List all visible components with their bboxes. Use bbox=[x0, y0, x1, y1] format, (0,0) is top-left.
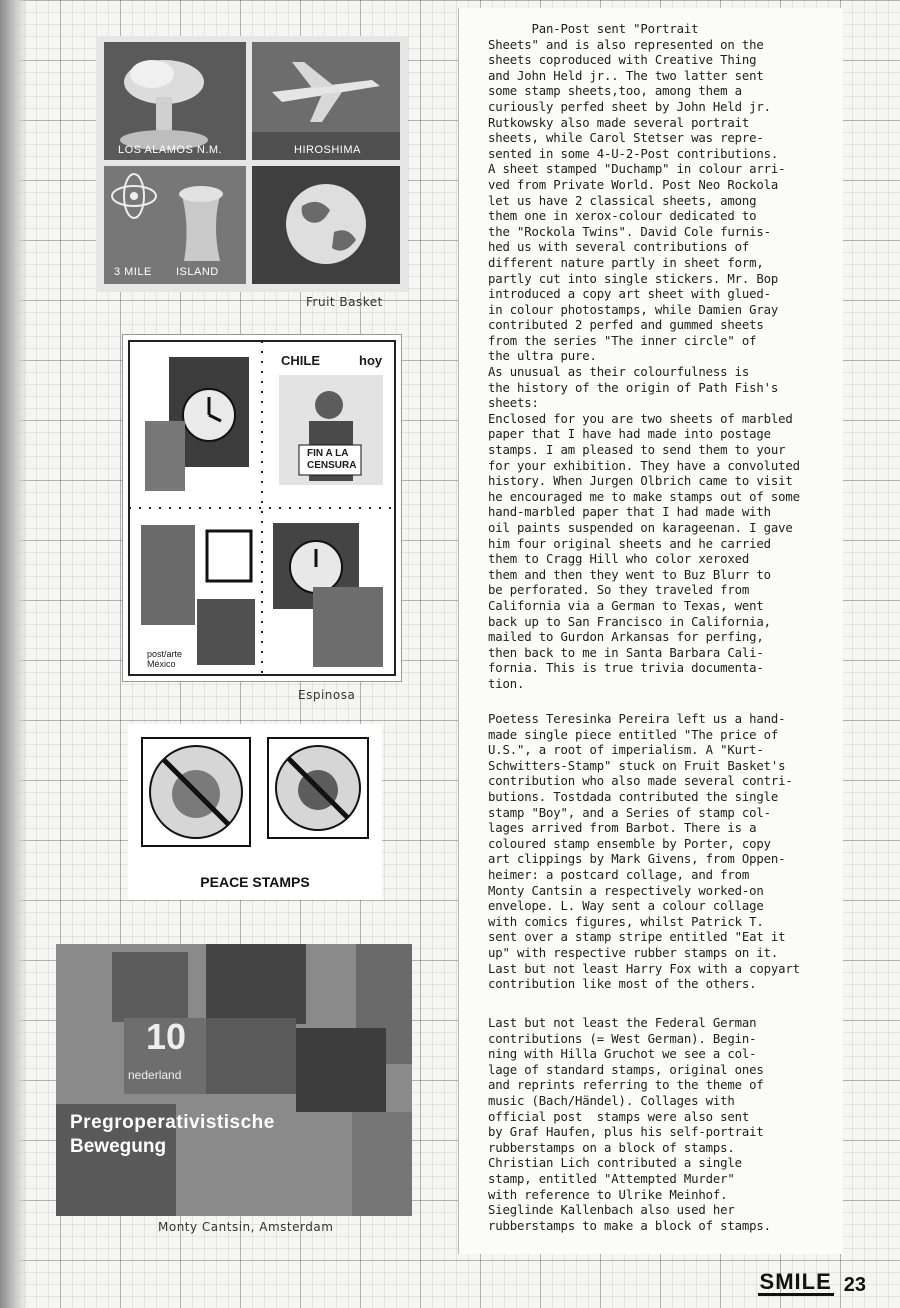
mushroom-cloud-icon bbox=[104, 42, 246, 160]
globe-icon bbox=[252, 166, 400, 284]
perforated-stamp-grid-icon bbox=[123, 335, 401, 681]
stamp-collage-icon bbox=[56, 944, 412, 1216]
page-number: 23 bbox=[843, 1274, 866, 1296]
monty-cantsin-caption: Monty Cantsin, Amsterdam bbox=[158, 1220, 334, 1234]
island-label: ISLAND bbox=[176, 266, 219, 278]
three-mile-island-stamp bbox=[104, 166, 246, 284]
hiroshima-label: HIROSHIMA bbox=[294, 144, 361, 156]
pregroperativistische-label: Pregroperativistische bbox=[70, 1112, 275, 1133]
censura-label: CENSURA bbox=[307, 460, 357, 471]
fin-a-la-label: FIN A LA bbox=[307, 448, 349, 459]
peace-stamps-title: PEACE STAMPS bbox=[200, 874, 310, 890]
espinosa-caption: Espinosa bbox=[298, 688, 356, 702]
hoy-label: hoy bbox=[359, 353, 383, 368]
page-binding-shadow bbox=[0, 0, 28, 1308]
airplane-icon bbox=[252, 42, 400, 160]
three-mile-label: 3 MILE bbox=[114, 266, 152, 278]
article-paragraph-2: Poetess Teresinka Pereira left us a hand- made single piece entitled "The price of U.S.", a root of imperialism. A "Kurt- Schwitters-Stamp" stuck on Fruit Basket's contribution who also made several contri- butions. Tostdada contributed the single stamp "Boy", and a Series of stamp col- lages arrived from Barbot. There is a coloured stamp ensemble by Porter, copy art clippings by Mark Givens, from Oppen- heimer: a postcard collage, and from Monty Cantsin a respectively worked-on envelope. L. Way sent a colour collage with comics figures, whilst Patrick T. sent over a stamp stripe entitled "Eat it up" with respective rubber stamps on it. Last but not least Harry Fox with a copyart contribution like most of the others. bbox=[488, 712, 800, 992]
fruit-basket-caption: Fruit Basket bbox=[306, 295, 383, 309]
article-paragraph-1: Pan-Post sent "Portrait Sheets" and is also represented on the sheets coproduced with Creative Thing and John Held jr.. The two latter sent some stamp sheets,too, among them a curiously perfed sheet by John Held jr. Rutkowsky also made several portrait sheets, while Carol Stetser was repre- sented in some 4-U-2-Post contributions. A sheet stamped "Duchamp" in colour arri- ved from Private World. Post Neo Rockola let us have 2 classical sheets, among them one in xerox-colour dedicated to the "Rockola Twins". David Cole furnis- hed us with several contributions of different nature partly in sheet form, partly cut into single stickers. Mr. Bop introduced a copy art sheet with glued- in colour photostamps, while Damien Gray contributed 2 perfed and gummed sheets from the series "The inner circle" of the ultra pure. As unusual as their colourfulness is the history of the origin of Path Fish's sheets: Enclosed for you are two sheets of marbled paper that I have had made into postage stamps. I am pleased to send them to your for your exhibition. They have a convoluted history. When Jurgen Olbrich came to visit he encouraged me to make stamps out of some hand-marbled paper that I had made with oil paints suspended on karageenan. I gave him four original sheets and he carried them to Cragg Hill who color xeroxed them and then they went to Buz Blurr to be perforated. So they traveled from California via a German to Texas, went back up to San Francisco in California, mailed to Gurdon Arkansas for perfing, then back to me in Santa Barbara Cali- fornia. This is true trivia documenta- tion. bbox=[488, 22, 800, 691]
bewegung-label: Bewegung bbox=[70, 1136, 167, 1157]
mushroom-cloud-stamp bbox=[104, 42, 246, 160]
ten-stamp-value: 10 bbox=[146, 1016, 187, 1057]
post-arte-label: post/arte bbox=[147, 649, 183, 659]
smile-logo: SMILE bbox=[759, 1269, 832, 1294]
chile-label: CHILE bbox=[281, 353, 320, 368]
article-paragraph-3: Last but not least the Federal German contributions (= West German). Begin- ning with Hilla Gruchot we see a col- lage of standard stamps, original ones and reprints referring to the theme of music (Bach/Händel). Collages with official post stamps were also sent by Graf Haufen, plus his self-portrait rubberstamps on a block of stamps. Christian Lich contributed a single stamp, entitled "Attempted Murder" with reference to Ulrike Meinhof. Sieglinde Kallenbach also used her rubberstamps to make a block of stamps. bbox=[488, 1016, 771, 1233]
nederland-label: nederland bbox=[128, 1068, 182, 1082]
peace-stamps-block bbox=[128, 724, 382, 900]
fruit-basket-stamp-sheet bbox=[96, 36, 408, 292]
espinosa-stamp-sheet bbox=[122, 334, 402, 682]
globe-stamp bbox=[252, 166, 400, 284]
mexico-label: México bbox=[147, 659, 176, 669]
airplane-stamp bbox=[252, 42, 400, 160]
los-alamos-label: LOS ALAMOS N.M. bbox=[118, 144, 223, 156]
monty-cantsin-collage bbox=[56, 944, 412, 1216]
page-footer bbox=[758, 1271, 866, 1296]
